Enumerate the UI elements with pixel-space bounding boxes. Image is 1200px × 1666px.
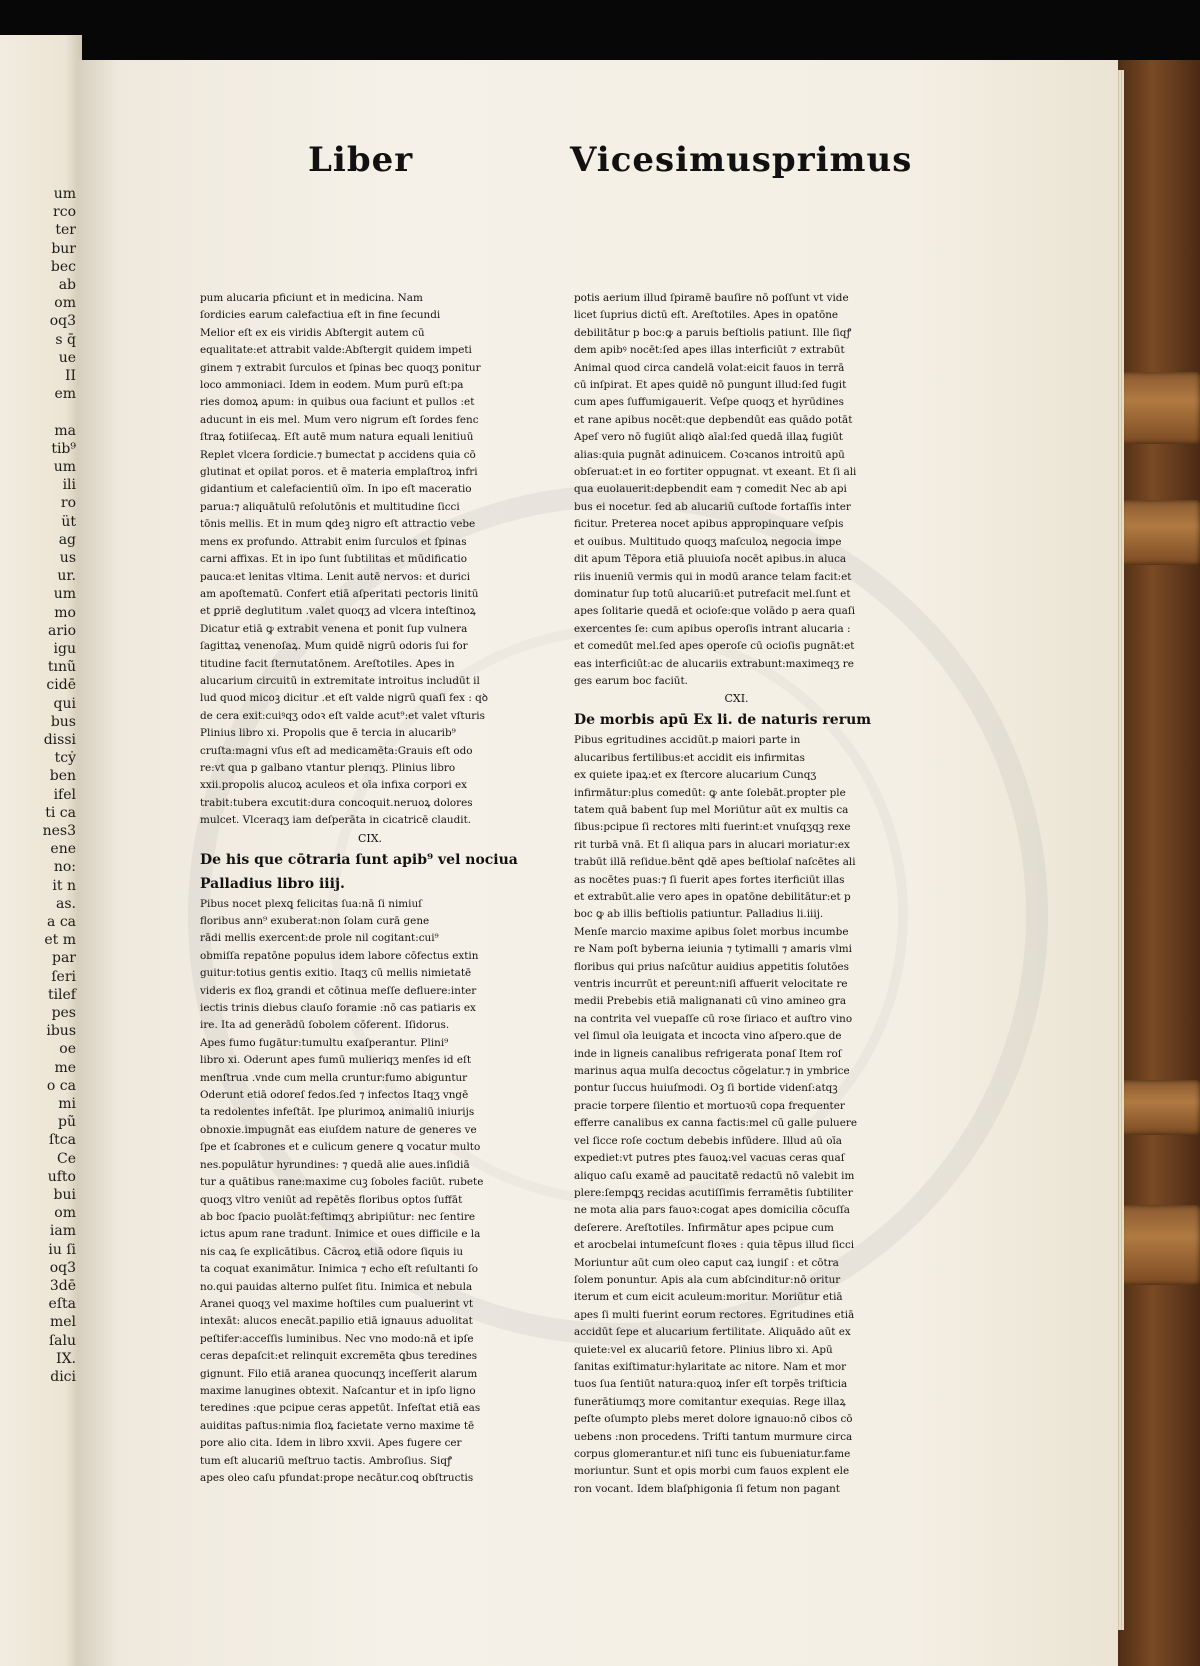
text-line: ceras depaſcit:et relinquit excremēta ꝗbus teredines bbox=[200, 1350, 478, 1363]
text-line: marinus aqua mulſa decoctus cōgelatur.⁊ in ymbrice bbox=[574, 1065, 850, 1078]
text-line: vel ſimul oīa leuigata et incocta vino aſpero.que de bbox=[574, 1030, 842, 1043]
text-line: mens ex profundo. Attrabit enim ſurculos et ſpinas bbox=[200, 535, 467, 548]
text-line: apes ſi multi fuerint eorum rectores. Egritudines etiā bbox=[574, 1308, 855, 1321]
text-line: Oderunt etiā odoreſ fedos.ſed ⁊ infectos Itaqʒ vngē bbox=[200, 1089, 469, 1102]
text-line: cruſta:magni vſus eſt ad medicamēta:Grauis eſt odo bbox=[200, 744, 473, 757]
left-page-fragment: pũ bbox=[58, 1114, 76, 1131]
text-line: menſtrua .vnde cum mella cruntur:fumo abiguntur bbox=[200, 1071, 468, 1084]
text-line: ictus apum rane tradunt. Inimice et oues difficile e la bbox=[200, 1228, 481, 1241]
text-line: ta coquat exanimātur. Inimica ⁊ echo eſt reſultanti ſo bbox=[200, 1263, 479, 1276]
text-line: ne mota alia pars fauoꝛ:cogat apes domicilia cōcuſſa bbox=[574, 1204, 850, 1217]
text-line: videris ex floꝝ grandi et cōtinua meſſe defluere:inter bbox=[200, 984, 477, 997]
text-line: dem apibꝰ nocēt:ſed apes illas interficiūt ⁊ extrabūt bbox=[574, 344, 845, 357]
left-page bbox=[0, 35, 82, 1666]
text-line: infirmātur:plus comedūt: ꝙ ante ſolebāt.propter ple bbox=[574, 786, 846, 799]
text-line: aliquo caſu examē ad paucitatē redactū nō valebit im bbox=[574, 1169, 855, 1182]
text-line: tur a quātibus rane:maxime cuꝫ ſoboles faciūt. rubete bbox=[200, 1176, 484, 1189]
text-line: obmiſſa repatōne populus idem labore cōfectus extin bbox=[200, 949, 479, 962]
text-line: funerātiumqʒ more comitantur exequias. Rege illaꝝ bbox=[574, 1395, 846, 1408]
right-page bbox=[78, 60, 1118, 1666]
left-page-fragment: Ce bbox=[57, 1150, 76, 1167]
text-line: apes oleo caſu pfundat:prope necātur.coꝗ obſtructis bbox=[200, 1472, 474, 1484]
left-page-fragment: igu bbox=[53, 641, 76, 657]
text-line: cum apes ſuffumigauerit. Veſpe quoqʒ et hyrūdines bbox=[574, 396, 844, 409]
left-page-fragment: ario bbox=[48, 622, 76, 639]
text-line: plere:ſempꝗʒ recidas acutiſſimis ferramētis ſubtiliter bbox=[574, 1186, 853, 1199]
text-line: nes.populātur hyrundines: ⁊ quedā alie aues.inſidiā bbox=[200, 1158, 470, 1171]
text-line: as nocētes puas:⁊ ſi fuerit apes fortes iterficiūt illas bbox=[574, 873, 845, 886]
left-page-fragment: o ca bbox=[46, 1077, 76, 1094]
text-line: libro xi. Oderunt apes fumū mulieriqʒ menſes id eſt bbox=[200, 1054, 471, 1067]
text-line: gidantium et calefacientiū oīm. In ipo eſt maceratio bbox=[200, 483, 472, 496]
left-column bbox=[200, 290, 540, 1487]
left-page-fragment: mi bbox=[58, 1096, 76, 1112]
text-line: qua euolauerit:depbendit eam ⁊ comedit Nec ab api bbox=[574, 483, 847, 496]
text-line: deſerere. Areſtotiles. Infirmātur apes pcipue cum bbox=[574, 1221, 834, 1234]
text-line: parua:⁊ aliquātulū reſolutōnis et multitudine ſicci bbox=[200, 500, 460, 513]
text-line: trabūt illā reſidue.bēnt ꝗdē apes beſtiolaſ naſcētes ali bbox=[574, 856, 856, 869]
text-line: Plinius libro xi. Propolis que ē tercia in alucarib⁹ bbox=[200, 727, 456, 740]
text-line: ventris incurrūt et pereunt:niſi affuerit velocitate re bbox=[574, 978, 848, 991]
text-line: alias:quia pugnāt adinuicem. Coꝛcanos introitū apū bbox=[574, 448, 845, 461]
text-line: bus ei nocetur. ſed ab alucariū cuſtode fortaſſis inter bbox=[574, 500, 851, 513]
text-line: ginem ⁊ extrabit ſurculos et ſpinas bec quoqʒ ponitur bbox=[200, 361, 481, 374]
left-page-fragment: pes bbox=[51, 1005, 76, 1021]
text-line: am apoſtematū. Confert etiā aſperitati pectoris linitū bbox=[200, 587, 479, 600]
text-line: ſibus:pcipue ſi rectores mlti fuerint:et vnuſqʒqꝫ rexe bbox=[574, 821, 851, 834]
text-line: tatem quā babent ſup mel Moriūtur aūt ex multis ca bbox=[574, 803, 849, 816]
left-page-fragment: ue bbox=[58, 349, 76, 366]
text-line: peſtifer:acceſſis luminibus. Nec vno modo:nā et ipſe bbox=[200, 1332, 474, 1345]
text-line: tuos ſua ſentiūt natura:quoꝝ inſer eſt torpēs triſticia bbox=[574, 1378, 848, 1391]
left-page-fragment: om bbox=[54, 1205, 76, 1222]
left-page-fragment: em bbox=[54, 386, 76, 403]
text-line: de cera exit:cuiꝰqʒ odoꝛ eſt valde acut⁹:et valet vſturis bbox=[200, 709, 485, 722]
left-page-fragment: ſeri bbox=[51, 968, 76, 985]
left-page-fragment: ag bbox=[58, 531, 76, 548]
text-line: quoqʒ vltro veniūt ad repētēs floribus optos ſuffāt bbox=[200, 1193, 463, 1206]
left-page-fragment: dissi bbox=[43, 732, 76, 748]
left-page-fragment: et m bbox=[44, 932, 76, 949]
text-line: auiditas paſtus:nimia floꝝ facietate verno maxime tē bbox=[200, 1419, 475, 1432]
text-line: moriuntur. Sunt et opis morbi cum fauos explent ele bbox=[574, 1465, 850, 1478]
text-line: Pibus nocet plexꝗ felicitas ſua:nā ſi nimiuſ bbox=[200, 897, 422, 910]
text-line: ſagittaꝝ venenoſaꝝ. Mum quidē nigrū odoris ſui for bbox=[200, 640, 468, 653]
left-page-fragment: ma bbox=[54, 422, 76, 439]
chapter-source: Palladius libro iiij. bbox=[200, 875, 345, 892]
left-page-fragment: tib⁹ bbox=[51, 440, 76, 457]
text-line: rit turbā vnā. Et ſi aliqua pars in alucari moriatur:ex bbox=[574, 838, 850, 851]
text-line: pontur ſuccus huiuſmodi. Oꝫ ſi bortide videnſ:atqꝫ bbox=[574, 1082, 838, 1095]
left-page-fragment: ſalu bbox=[48, 1332, 76, 1349]
chapter-number: CIX. bbox=[357, 831, 383, 845]
text-line: Apes fumo fugātur:tumultu exaſperantur. Plini⁹ bbox=[200, 1036, 449, 1049]
text-line: equalitate:et attrabit valde:Abſtergit quidem impeti bbox=[200, 344, 472, 357]
text-line: Melior eſt ex eis viridis Abſtergit autem cū bbox=[200, 326, 425, 339]
text-line: pauca:et lenitas vltima. Lenit autē nervos: et durici bbox=[200, 570, 471, 583]
text-line: mulcet. Vlceraqʒ iam deſperāta in cicatricē claudit. bbox=[200, 814, 472, 827]
text-line: Replet vlcera ſordicie.⁊ bumectat p accidens quia cō bbox=[200, 448, 476, 461]
text-line: na contrita vel vuepaſſe cū roꝛe ſiriaco et auſtro vino bbox=[574, 1012, 853, 1025]
left-page-fragment: ter bbox=[55, 222, 76, 239]
text-line: medii Prebebis etiā malignanati cū vino amineo gra bbox=[574, 995, 847, 1008]
left-page-fragment: s q̄ bbox=[55, 331, 76, 348]
text-line: pracie torpere ſilentio et mortuoꝛū copa frequenter bbox=[574, 1099, 845, 1112]
left-page-fragment: tilef bbox=[47, 986, 76, 1003]
left-page-fragment: a ca bbox=[47, 914, 76, 930]
text-line: inde in ligneis canalibus refrigerata ponaſ Item roſ bbox=[574, 1047, 842, 1060]
chapter-number: CXI. bbox=[724, 692, 749, 706]
text-line: guitur:totius gentis exitio. Itaqʒ cū mellis nimietatē bbox=[200, 967, 472, 980]
left-page-fragment: bus bbox=[50, 713, 76, 730]
text-line: gignunt. Filo etiā aranea quocunqʒ inceſſerit alarum bbox=[200, 1367, 478, 1380]
text-line: ire. Ita ad generādū ſobolem cōferent. Iſidorus. bbox=[200, 1019, 450, 1032]
text-line: carni affixas. Et in ipo ſunt ſubtilitas et mūdificatio bbox=[200, 553, 468, 566]
left-page-fragment: us bbox=[59, 550, 76, 566]
text-line: ſordicies earum calefactiua eſt in fine ſecundi bbox=[200, 309, 441, 322]
text-line: re:vt qua p galbano vtantur plerıqʒ. Plinius libro bbox=[200, 761, 456, 774]
text-line: dit apum Tēpora etiā pluuioſa nocēt apibus.in aluca bbox=[574, 553, 847, 566]
left-page-fragment: bur bbox=[51, 240, 76, 257]
left-page-fragment: um bbox=[53, 586, 76, 603]
left-page-fragment: mel bbox=[49, 1314, 76, 1331]
left-page-fragment: üt bbox=[61, 513, 76, 530]
binding-strap-1 bbox=[1120, 372, 1200, 444]
left-page-fragment: iam bbox=[49, 1223, 76, 1240]
left-page-fragment: ro bbox=[60, 495, 76, 512]
text-line: et rane apibus nocēt:que depbendūt eas quādo potāt bbox=[574, 413, 853, 426]
text-line: corpus glomerantur.et niſi tunc eis ſubueniatur.fame bbox=[574, 1448, 851, 1460]
running-head-right: Vicesimusprimus bbox=[570, 140, 913, 180]
left-page-fragment: bec bbox=[50, 258, 76, 275]
text-line: alucarium circuitū in extremitate introitus includūt il bbox=[200, 674, 480, 687]
left-page-fragment: it n bbox=[52, 877, 76, 894]
text-line: ries domoꝝ apum: in quibus oua faciunt et pullos :et bbox=[200, 396, 475, 409]
left-page-fragment: om bbox=[54, 295, 76, 312]
left-page-fragment: um bbox=[53, 459, 76, 475]
left-page-fragment: oe bbox=[59, 1041, 76, 1058]
left-page-fragment: par bbox=[51, 950, 76, 967]
text-line: potis aerium illud ſpiramē bauſire nō poſſunt vt vide bbox=[574, 292, 849, 304]
text-line: obſeruat:et in eo fortiter oppugnat. vt exeant. Et ſi ali bbox=[574, 466, 857, 479]
text-line: expediet:vt putres ptes fauoꝝ:vel vacuas ceras quaſ bbox=[574, 1152, 845, 1165]
binding-strap-3 bbox=[1120, 1080, 1200, 1135]
text-line: efferre canalibus ex canna factis:mel cū galle puluere bbox=[574, 1117, 858, 1130]
left-page-fragment: ene bbox=[50, 841, 76, 858]
left-page-fragment: tcẏ bbox=[54, 750, 76, 767]
left-page-fragment: qui bbox=[53, 695, 76, 712]
left-page-fragment: oq3 bbox=[49, 313, 76, 330]
text-line: exercentes ſe: cum apibus operoſis intrant alucaria : bbox=[574, 622, 851, 635]
left-page-fragment: dici bbox=[50, 1369, 76, 1385]
text-line: uebens :non procedens. Triſti tantum murmure circa bbox=[574, 1430, 853, 1443]
text-line: Menſe marcio maxime apibus ſolet morbus incumbe bbox=[574, 925, 849, 938]
text-line: cū inſpirat. Et apes quidē nō pungunt illud:ſed fugit bbox=[574, 379, 847, 392]
text-line: loco ammoniaci. Idem in eodem. Mum purū eſt:pa bbox=[200, 379, 464, 392]
text-line: accidūt ſepe et alucarium fertilitate. Aliquādo aūt ex bbox=[574, 1326, 851, 1339]
left-page-fragment: ibus bbox=[46, 1023, 76, 1040]
text-line: eas interficiūt:ac de alucariis extrabunt:maximeqʒ re bbox=[574, 657, 854, 670]
text-line: et ꝑpriē deglutitum .valet quoqʒ ad vlcera inteſtinoꝝ bbox=[200, 605, 476, 618]
left-page-fragment: tınũ bbox=[47, 659, 76, 676]
left-page-fragment: eſta bbox=[48, 1296, 76, 1313]
text-line: Dicatur etiā ꝙ extrabit venena et ponit ſup vulnera bbox=[200, 622, 468, 635]
text-line: debilitātur p boc:ꝙ a paruis beſtiolis patiunt. Ille ſiqꝭ bbox=[574, 326, 852, 339]
text-line: dominatur ſup totū alucariū:et putrefacit mel.ſunt et bbox=[574, 587, 851, 600]
left-page-fragment: ben bbox=[49, 768, 76, 785]
text-line: quiete:vel ex alucariū fetore. Plinius libro xi. Apū bbox=[574, 1343, 833, 1356]
text-line: floribus ann⁹ exuberat:non ſolam curā gene bbox=[200, 915, 430, 927]
text-line: aducunt in eis mel. Mum vero nigrum eſt ſordes fenc bbox=[200, 413, 479, 426]
text-line: trabit:tubera excutit:dura concoquit.neruoꝝ dolores bbox=[200, 796, 473, 809]
left-page-fragment: as. bbox=[56, 895, 76, 912]
text-line: apes ſolitarie quedā et ocioſe:que volādo p aera quaſi bbox=[574, 605, 856, 618]
text-line: teredines :que pcipue ceras appetūt. Infeſtat etiā eas bbox=[200, 1402, 481, 1415]
left-page-fragment: iu ſi bbox=[48, 1241, 76, 1258]
text-line: ab boc ſpacio puolāt:feſtimqʒ abripiūtur: nec ſentire bbox=[200, 1210, 476, 1223]
left-page-fragment: nes3 bbox=[42, 823, 76, 839]
text-line: Pibus egritudines accidūt.p maiori parte in bbox=[574, 734, 801, 747]
left-page-fragment: oq3 bbox=[49, 1259, 76, 1276]
text-line: Moriuntur aūt cum oleo caput caꝝ iungiſ : et cōtra bbox=[574, 1256, 839, 1269]
left-page-fragment: rco bbox=[53, 204, 76, 221]
left-page-fragment: um bbox=[53, 186, 76, 202]
text-line: obnoxie.impugnāt eas eiuſdem nature de generes ve bbox=[200, 1123, 477, 1136]
text-line: Apeſ vero nō fugiūt aliqꝺ aīal:ſed quedā illaꝝ fugiūt bbox=[574, 431, 843, 444]
left-page-fragment: IX. bbox=[56, 1350, 76, 1367]
text-line: ex quiete ipaꝝ:et ex ſtercore alucarium Cunqʒ bbox=[574, 769, 817, 782]
text-line: iectis trinis diebus clauſo foramie :nō cas patiaris ex bbox=[200, 1002, 476, 1015]
left-page-fragment: me bbox=[54, 1059, 76, 1076]
left-page-fragment: cidē bbox=[46, 677, 76, 694]
text-line: et comedūt mel.ſed apes operoſe cū ocioſis pugnāt:et bbox=[574, 640, 855, 653]
text-line: Animal quod circa candelā volat:eicit fauos in terrā bbox=[574, 361, 845, 374]
binding-strap-2 bbox=[1120, 500, 1200, 565]
text-line: titudine facit ſternutatōnem. Areſtotiles. Apes in bbox=[200, 657, 455, 670]
text-line: ſolem ponuntur. Apis ala cum abſcinditur:nō oritur bbox=[574, 1273, 841, 1286]
text-line: et ouibus. Multitudo quoqʒ maſculoꝝ negocia impe bbox=[574, 535, 842, 548]
text-line: re Nam poſt byberna ieiunia ⁊ tytimalli ⁊ amaris vlmi bbox=[574, 943, 852, 956]
text-line: floribus qui prius naſcūtur auidius appetitis ſolutōes bbox=[574, 960, 849, 973]
text-line: lud quod micoꝫ dicitur .et eſt valde nigrū quaſi fex : qꝺ bbox=[200, 692, 489, 705]
text-line: pum alucaria pficiunt et in medicina. Nam bbox=[200, 292, 423, 304]
text-line: licet ſuprius dictū eſt. Areſtotiles. Apes in opatōne bbox=[574, 309, 839, 322]
left-page-fragment: ur. bbox=[57, 568, 76, 585]
text-line: ſtraꝝ fotiiſecaꝝ. Eſt autē mum natura equali lenitiuū bbox=[200, 431, 474, 444]
text-line: et extrabūt.alie vero apes in opatōne debilitātur:et p bbox=[574, 891, 851, 903]
left-page-fragment: ifel bbox=[53, 786, 76, 803]
text-line: et arocbelai intumeſcunt floꝛes : quia tēpus illud ſicci bbox=[574, 1239, 855, 1252]
text-line: glutinat et opilat poros. et ē materia emplaſtroꝝ infri bbox=[200, 466, 478, 479]
left-page-fragment: mo bbox=[54, 604, 76, 621]
binding-strap-4 bbox=[1120, 1205, 1200, 1285]
left-page-fragment: bui bbox=[53, 1187, 76, 1203]
text-line: nis caꝝ ſe explicātibus. Cācroꝝ etiā odore ſiquis iu bbox=[200, 1245, 464, 1258]
text-line: iterum et cum eicit aculeum:moritur. Moriūtur etiā bbox=[574, 1291, 843, 1304]
text-line: tum eſt alucariū meſtruo tactis. Ambroſius. Siqꝭ bbox=[200, 1454, 452, 1467]
left-page-fragment: ufto bbox=[47, 1168, 76, 1185]
chapter-heading: De his que cōtraria ſunt apib⁹ vel nociua bbox=[200, 851, 518, 868]
text-line: boc ꝙ ab illis beſtiolis patiuntur. Palladius li.iiij. bbox=[574, 908, 824, 921]
text-line: xxii.propolis alucoꝝ aculeos et oīa infixa corpori ex bbox=[200, 779, 467, 792]
text-line: intexāt: alucos enecāt.papilio etiā ignauus aduolitat bbox=[200, 1315, 473, 1328]
left-page-fragment: 3dē bbox=[49, 1278, 76, 1294]
text-line: tōnis mellis. Et in mum ꝗdeꝫ nigro eſt attractio vebe bbox=[200, 518, 476, 531]
text-line: ſanitas exiſtimatur:hylaritate ac nitore. Nam et mor bbox=[574, 1360, 847, 1373]
text-line: no.qui pauidas alterno pulſet ſitu. Inimica et nebula bbox=[200, 1280, 473, 1293]
text-line: ges earum boc faciūt. bbox=[574, 674, 688, 687]
text-line: ficitur. Preterea nocet apibus appropinquare veſpis bbox=[574, 518, 844, 531]
text-line: pore alio cita. Idem in libro xxvii. Apes fugere cer bbox=[200, 1437, 462, 1450]
chapter-heading: De morbis apū Ex li. de naturis rerum bbox=[574, 712, 872, 729]
text-line: ta redolentes infeſtāt. Ipe plurimoꝝ animaliū iniurijs bbox=[200, 1106, 475, 1119]
text-line: riis inueniū vermis qui in modū arance telam facit:et bbox=[574, 570, 852, 583]
left-page-fragment: ſtca bbox=[49, 1132, 76, 1149]
running-head-left: Liber bbox=[308, 140, 414, 180]
left-page-fragment: no: bbox=[53, 859, 76, 876]
text-line: Aranei quoqʒ vel maxime hoſtiles cum pualuerint vt bbox=[200, 1297, 474, 1310]
left-page-fragment: ili bbox=[62, 477, 76, 494]
left-page-fragment: ti ca bbox=[45, 804, 76, 821]
left-page-fragment: II bbox=[64, 368, 76, 384]
right-column bbox=[574, 290, 899, 1498]
text-line: ſpe et ſcabrones et e culicum genere ꝗ vocatur multo bbox=[200, 1141, 481, 1154]
text-line: vel ſicce roſe coctum debebis infūdere. Illud aū oīa bbox=[574, 1134, 842, 1147]
text-line: rādi mellis exercent:de prole nil cogitant:cui⁹ bbox=[200, 932, 439, 945]
text-line: peſte oſumpto plebs meret dolore ignauo:nō cibos cō bbox=[574, 1413, 853, 1426]
text-line: maxime lanugines obtexit. Naſcantur et in ipſo ligno bbox=[200, 1384, 476, 1397]
text-line: ron vocant. Idem blaſphigonia ſi fetum non pagant bbox=[574, 1482, 840, 1495]
left-page-fragment: ab bbox=[58, 277, 76, 293]
text-line: alucaribus fertilibus:et accidit eis infirmitas bbox=[574, 751, 805, 764]
